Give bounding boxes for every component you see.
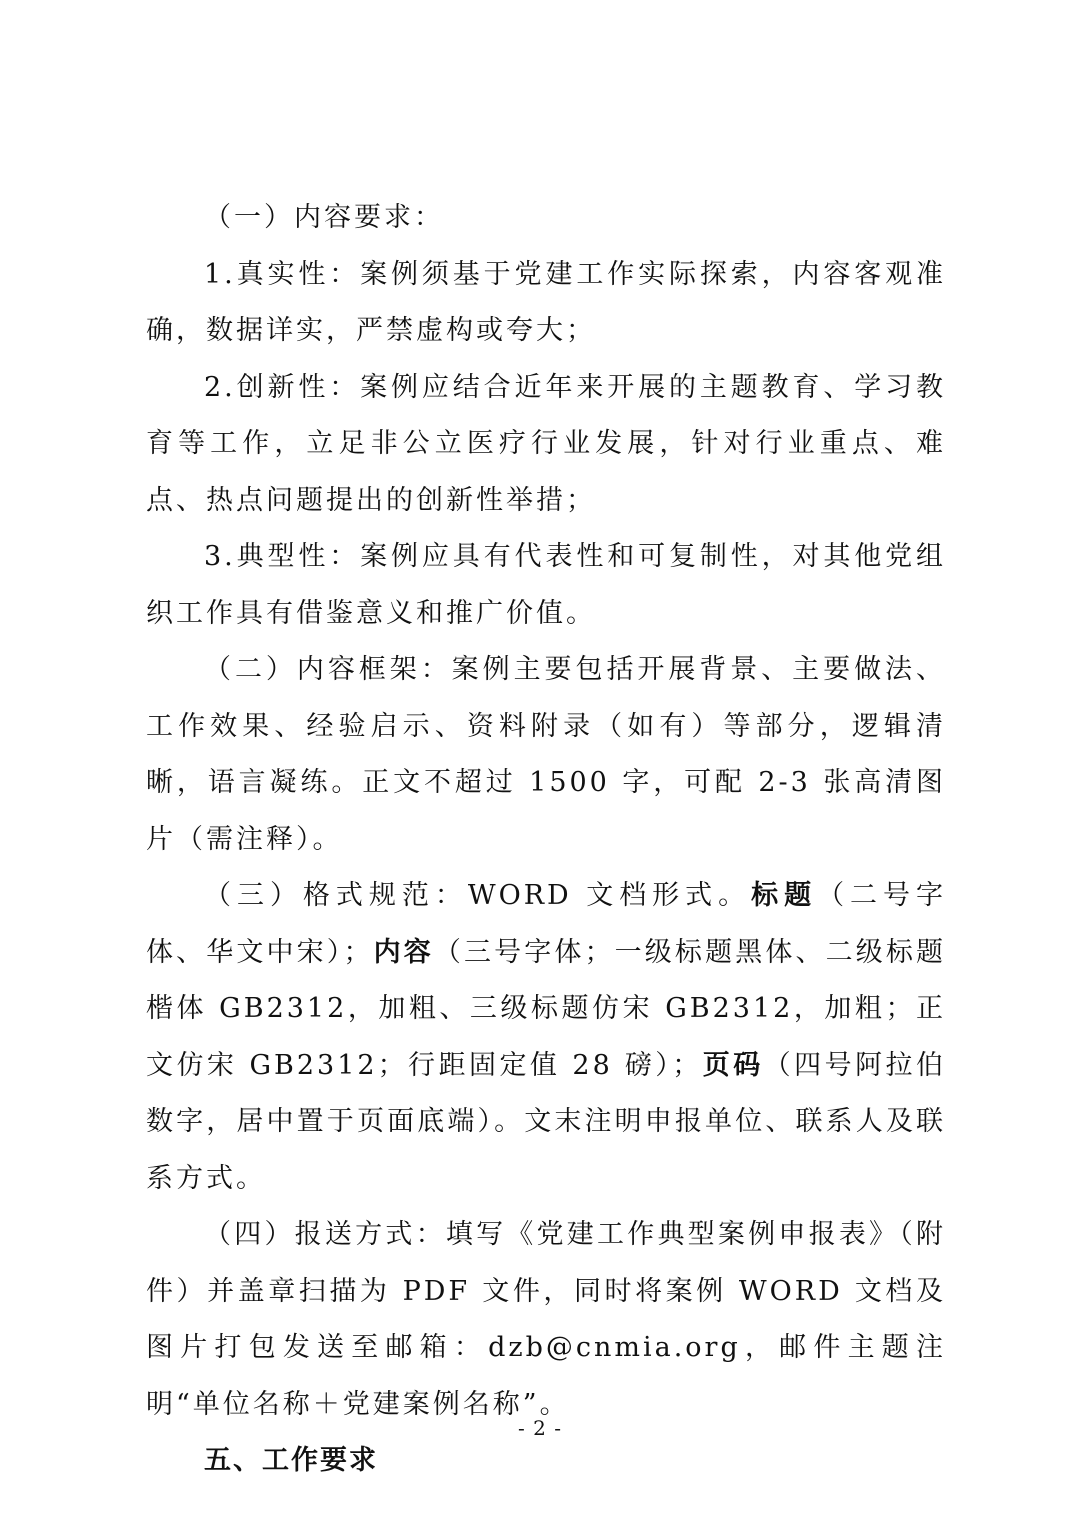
section-3-text-b: （二号字体、华文中宋）； bbox=[146, 880, 947, 968]
section-1-heading-text: （一）内容要求： bbox=[204, 202, 444, 233]
section-4-heading: （四）报送方式： bbox=[204, 1219, 446, 1250]
format-pagenum-label: 页码 bbox=[702, 1049, 764, 1081]
item-authenticity bbox=[146, 247, 946, 360]
section-4-text: 填写《党建工作典型案例申报表》（附件）并盖章扫描为 PDF 文件，同时将案例 WORD 文档及图片打包发送至邮箱：dzb@cnmia.org，邮件主题注明“单位名称＋党建案例名称”。 bbox=[146, 1219, 947, 1420]
section-1-heading bbox=[146, 190, 946, 247]
section-2-paragraph bbox=[146, 642, 946, 868]
section-3-text-d: （四号阿拉伯数字，居中置于页面底端）。文末注明申报单位、联系人及联系方式。 bbox=[146, 1049, 947, 1194]
section-4-paragraph bbox=[146, 1207, 946, 1433]
heading-work-requirements bbox=[146, 1433, 946, 1490]
document-body bbox=[146, 190, 946, 1490]
format-title-label: 标题 bbox=[751, 880, 818, 911]
format-content-label: 内容 bbox=[373, 936, 434, 968]
item-innovation bbox=[146, 360, 946, 530]
section-3-heading: （三）格式规范： bbox=[204, 880, 468, 911]
section-3-text-c: （三号字体；一级标题黑体、二级标题楷体 GB2312，加粗、三级标题仿宋 GB2312，加粗；正文仿宋 GB2312；行距固定值 28 磅）； bbox=[146, 936, 947, 1081]
section-3-text-a: WORD 文档形式。 bbox=[467, 880, 752, 911]
item-typicality-text: 3.典型性：案例应具有代表性和可复制性，对其他党组织工作具有借鉴意义和推广价值。 bbox=[146, 541, 946, 629]
section-2-heading: （二）内容框架： bbox=[204, 654, 452, 685]
section-3-paragraph bbox=[146, 868, 946, 1207]
item-typicality bbox=[146, 529, 946, 642]
heading-work-requirements-text: 五、工作要求 bbox=[204, 1445, 378, 1476]
item-authenticity-text: 1.真实性：案例须基于党建工作实际探索，内容客观准确，数据详实，严禁虚构或夸大； bbox=[146, 258, 946, 346]
item-innovation-text: 2.创新性：案例应结合近年来开展的主题教育、学习教育等工作，立足非公立医疗行业发展，针对行业重点、难点、热点问题提出的创新性举措； bbox=[146, 371, 946, 516]
page-number: - 2 - bbox=[518, 1416, 562, 1440]
section-2-text: 案例主要包括开展背景、主要做法、工作效果、经验启示、资料附录（如有）等部分，逻辑清晰，语言凝练。正文不超过 1500 字，可配 2-3 张高清图片（需注释）。 bbox=[146, 654, 947, 855]
